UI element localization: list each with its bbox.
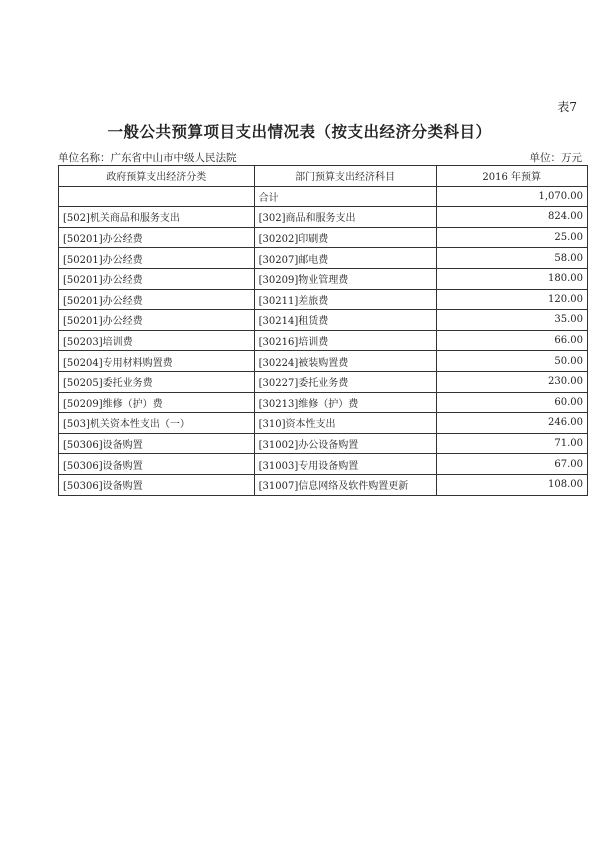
- amount-cell: 71.00: [436, 433, 588, 454]
- dept-category-cell: [30213]维修（护）费: [254, 392, 436, 413]
- gov-category-cell: [503]机关资本性支出（一）: [59, 413, 255, 434]
- total-amount: 1,070.00: [436, 186, 588, 207]
- header-dept-category: 部门预算支出经济科目: [254, 166, 436, 187]
- amount-cell: 60.00: [436, 392, 588, 413]
- gov-category-cell: [50201]办公经费: [59, 227, 255, 248]
- dept-category-cell: [30207]邮电费: [254, 248, 436, 269]
- dept-category-cell: [30202]印刷费: [254, 227, 436, 248]
- amount-cell: 50.00: [436, 351, 588, 372]
- table-row: [59, 433, 588, 454]
- dept-category-cell: [310]资本性支出: [254, 413, 436, 434]
- gov-category-cell: [50203]培训费: [59, 330, 255, 351]
- dept-category-cell: [31002]办公设备购置: [254, 433, 436, 454]
- amount-cell: 66.00: [436, 330, 588, 351]
- amount-cell: 246.00: [436, 413, 588, 434]
- dept-category-cell: [30211]差旅费: [254, 289, 436, 310]
- table-row: [59, 330, 588, 351]
- table-header-row: [59, 166, 588, 187]
- budget-table: [58, 165, 588, 496]
- total-row: [59, 186, 588, 207]
- dept-category-cell: [31007]信息网络及软件购置更新: [254, 474, 436, 495]
- table-row: [59, 351, 588, 372]
- table-row: [59, 227, 588, 248]
- amount-cell: 230.00: [436, 371, 588, 392]
- page-title: 一般公共预算项目支出情况表（按支出经济分类科目）: [107, 122, 492, 141]
- amount-cell: 25.00: [436, 227, 588, 248]
- gov-category-cell: [50201]办公经费: [59, 248, 255, 269]
- table-row: [59, 310, 588, 331]
- table-row: [59, 454, 588, 475]
- dept-category-cell: [30216]培训费: [254, 330, 436, 351]
- gov-category-cell: [50205]委托业务费: [59, 371, 255, 392]
- amount-cell: 120.00: [436, 289, 588, 310]
- dept-category-cell: [30214]租赁费: [254, 310, 436, 331]
- gov-category-cell: [502]机关商品和服务支出: [59, 207, 255, 228]
- unit-measure: 单位：万元: [529, 152, 582, 164]
- unit-name: 单位名称：广东省中山市中级人民法院: [58, 152, 237, 164]
- gov-category-cell: [50306]设备购置: [59, 433, 255, 454]
- dept-category-cell: [30224]被装购置费: [254, 351, 436, 372]
- header-gov-category: 政府预算支出经济分类: [59, 166, 255, 187]
- table-row: [59, 413, 588, 434]
- total-empty-cell: [59, 186, 255, 207]
- amount-cell: 67.00: [436, 454, 588, 475]
- gov-category-cell: [50306]设备购置: [59, 474, 255, 495]
- amount-cell: 108.00: [436, 474, 588, 495]
- gov-category-cell: [50209]维修（护）费: [59, 392, 255, 413]
- table-row: [59, 474, 588, 495]
- amount-cell: 35.00: [436, 310, 588, 331]
- gov-category-cell: [50306]设备购置: [59, 454, 255, 475]
- gov-category-cell: [50201]办公经费: [59, 289, 255, 310]
- table-number-label: 表7: [557, 100, 577, 114]
- table-row: [59, 289, 588, 310]
- dept-category-cell: [30209]物业管理费: [254, 268, 436, 289]
- table-row: [59, 268, 588, 289]
- amount-cell: 58.00: [436, 248, 588, 269]
- table-row: [59, 248, 588, 269]
- dept-category-cell: [30227]委托业务费: [254, 371, 436, 392]
- gov-category-cell: [50201]办公经费: [59, 268, 255, 289]
- total-label: 合计: [254, 186, 436, 207]
- amount-cell: 824.00: [436, 207, 588, 228]
- table-row: [59, 371, 588, 392]
- dept-category-cell: [31003]专用设备购置: [254, 454, 436, 475]
- table-row: [59, 392, 588, 413]
- dept-category-cell: [302]商品和服务支出: [254, 207, 436, 228]
- gov-category-cell: [50201]办公经费: [59, 310, 255, 331]
- header-budget-2016: 2016 年预算: [436, 166, 588, 187]
- gov-category-cell: [50204]专用材料购置费: [59, 351, 255, 372]
- table-row: [59, 207, 588, 228]
- amount-cell: 180.00: [436, 268, 588, 289]
